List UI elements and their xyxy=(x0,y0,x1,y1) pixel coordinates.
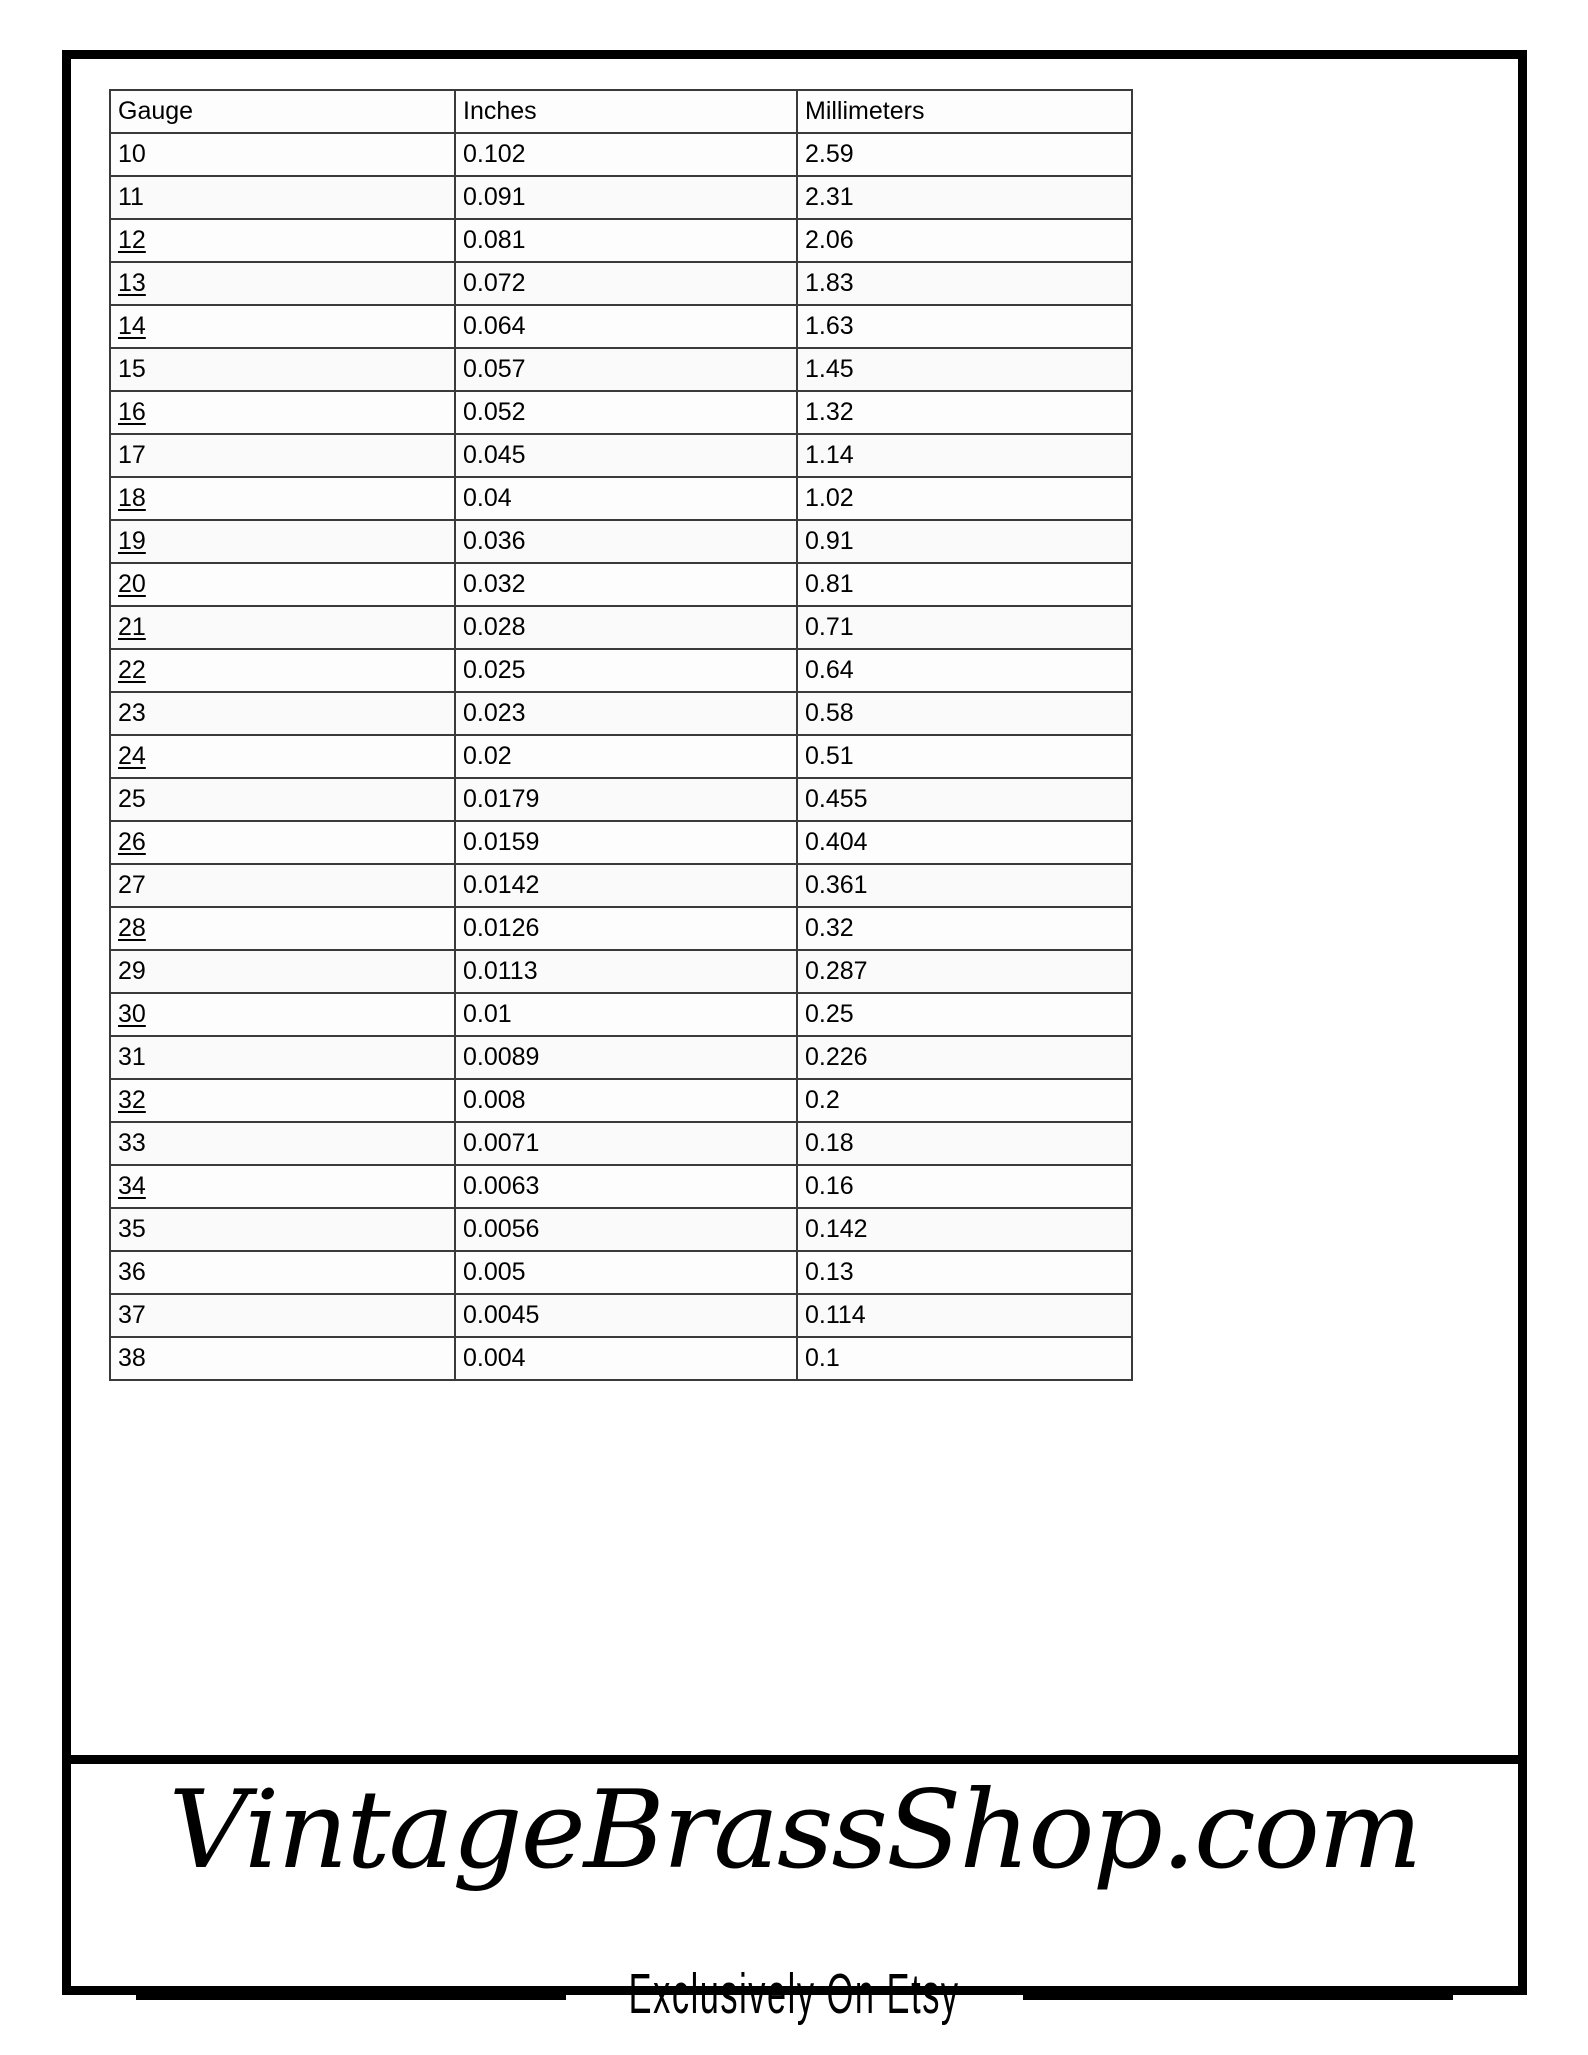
cell-millimeters: 0.361 xyxy=(797,864,1132,907)
cell-gauge xyxy=(110,907,455,950)
cell-inches: 0.0126 xyxy=(455,907,797,950)
cell-millimeters: 0.64 xyxy=(797,649,1132,692)
brand-wordmark: VintageBrassShop.com xyxy=(168,1768,1421,1893)
gauge-value: 15 xyxy=(118,355,146,383)
gauge-value: 33 xyxy=(118,1129,146,1157)
cell-inches: 0.004 xyxy=(455,1337,797,1380)
cell-millimeters: 1.45 xyxy=(797,348,1132,391)
gauge-value: 36 xyxy=(118,1258,146,1286)
cell-gauge xyxy=(110,133,455,176)
gauge-value: 16 xyxy=(118,398,146,426)
cell-gauge xyxy=(110,219,455,262)
cell-millimeters: 1.83 xyxy=(797,262,1132,305)
cell-inches: 0.072 xyxy=(455,262,797,305)
table-row xyxy=(110,262,1132,305)
brand-footer xyxy=(71,1755,1518,2026)
table-row xyxy=(110,1294,1132,1337)
cell-inches: 0.052 xyxy=(455,391,797,434)
table-row xyxy=(110,477,1132,520)
cell-millimeters: 0.287 xyxy=(797,950,1132,993)
cell-gauge xyxy=(110,735,455,778)
cell-gauge xyxy=(110,1337,455,1380)
cell-gauge xyxy=(110,606,455,649)
cell-inches: 0.036 xyxy=(455,520,797,563)
table-row xyxy=(110,520,1132,563)
table-row xyxy=(110,864,1132,907)
gauge-value: 24 xyxy=(118,742,146,770)
cell-gauge xyxy=(110,778,455,821)
table-row xyxy=(110,735,1132,778)
cell-millimeters: 0.13 xyxy=(797,1251,1132,1294)
cell-millimeters: 1.14 xyxy=(797,434,1132,477)
table-row xyxy=(110,1165,1132,1208)
cell-millimeters: 2.59 xyxy=(797,133,1132,176)
gauge-value: 11 xyxy=(118,183,144,211)
table-row xyxy=(110,305,1132,348)
cell-inches: 0.025 xyxy=(455,649,797,692)
gauge-value: 22 xyxy=(118,656,146,684)
gauge-value: 21 xyxy=(118,613,146,641)
cell-gauge xyxy=(110,1036,455,1079)
gauge-value: 38 xyxy=(118,1344,146,1372)
table-row xyxy=(110,778,1132,821)
table-row xyxy=(110,692,1132,735)
table-row xyxy=(110,219,1132,262)
cell-millimeters: 0.81 xyxy=(797,563,1132,606)
cell-inches: 0.032 xyxy=(455,563,797,606)
gauge-value: 23 xyxy=(118,699,146,727)
column-header-inches: Inches xyxy=(455,90,797,133)
cell-millimeters: 0.16 xyxy=(797,1165,1132,1208)
gauge-value: 17 xyxy=(118,441,146,469)
cell-gauge xyxy=(110,563,455,606)
cell-gauge xyxy=(110,1122,455,1165)
gauge-value: 19 xyxy=(118,527,146,555)
cell-millimeters: 0.18 xyxy=(797,1122,1132,1165)
cell-millimeters: 0.2 xyxy=(797,1079,1132,1122)
gauge-value: 18 xyxy=(118,484,146,512)
cell-millimeters: 0.32 xyxy=(797,907,1132,950)
cell-inches: 0.005 xyxy=(455,1251,797,1294)
gauge-conversion-table xyxy=(109,89,1133,1381)
cell-inches: 0.0179 xyxy=(455,778,797,821)
table-header xyxy=(110,90,1132,133)
cell-inches: 0.0089 xyxy=(455,1036,797,1079)
cell-millimeters: 0.1 xyxy=(797,1337,1132,1380)
table-row xyxy=(110,907,1132,950)
cell-gauge xyxy=(110,520,455,563)
gauge-value: 13 xyxy=(118,269,146,297)
cell-inches: 0.081 xyxy=(455,219,797,262)
table-row xyxy=(110,1251,1132,1294)
gauge-value: 26 xyxy=(118,828,146,856)
cell-gauge xyxy=(110,1079,455,1122)
gauge-value: 12 xyxy=(118,226,146,254)
table-row xyxy=(110,176,1132,219)
cell-gauge xyxy=(110,1251,455,1294)
cell-millimeters: 0.91 xyxy=(797,520,1132,563)
cell-inches: 0.0071 xyxy=(455,1122,797,1165)
table-row xyxy=(110,1208,1132,1251)
table-row xyxy=(110,649,1132,692)
cell-inches: 0.04 xyxy=(455,477,797,520)
cell-millimeters: 0.58 xyxy=(797,692,1132,735)
column-header-millimeters: Millimeters xyxy=(797,90,1132,133)
gauge-value: 35 xyxy=(118,1215,146,1243)
cell-millimeters: 0.114 xyxy=(797,1294,1132,1337)
cell-gauge xyxy=(110,477,455,520)
gauge-value: 14 xyxy=(118,312,146,340)
cell-millimeters: 1.63 xyxy=(797,305,1132,348)
cell-millimeters: 0.142 xyxy=(797,1208,1132,1251)
gauge-value: 25 xyxy=(118,785,146,813)
cell-inches: 0.091 xyxy=(455,176,797,219)
gauge-value: 30 xyxy=(118,1000,146,1028)
cell-inches: 0.008 xyxy=(455,1079,797,1122)
cell-inches: 0.0159 xyxy=(455,821,797,864)
cell-gauge xyxy=(110,649,455,692)
cell-gauge xyxy=(110,176,455,219)
cell-millimeters: 1.02 xyxy=(797,477,1132,520)
cell-millimeters: 0.226 xyxy=(797,1036,1132,1079)
table-row xyxy=(110,434,1132,477)
gauge-conversion-table-region xyxy=(109,89,1131,1779)
cell-gauge xyxy=(110,864,455,907)
cell-inches: 0.045 xyxy=(455,434,797,477)
cell-inches: 0.0113 xyxy=(455,950,797,993)
cell-gauge xyxy=(110,993,455,1036)
table-row xyxy=(110,1036,1132,1079)
cell-millimeters: 0.51 xyxy=(797,735,1132,778)
cell-inches: 0.023 xyxy=(455,692,797,735)
table-row xyxy=(110,1079,1132,1122)
cell-inches: 0.102 xyxy=(455,133,797,176)
table-row xyxy=(110,1122,1132,1165)
table-header-row xyxy=(110,90,1132,133)
cell-gauge xyxy=(110,391,455,434)
cell-gauge xyxy=(110,305,455,348)
cell-inches: 0.0063 xyxy=(455,1165,797,1208)
gauge-value: 29 xyxy=(118,957,146,985)
table-row xyxy=(110,821,1132,864)
cell-millimeters: 0.455 xyxy=(797,778,1132,821)
cell-gauge xyxy=(110,1208,455,1251)
cell-inches: 0.02 xyxy=(455,735,797,778)
tagline-rule-left xyxy=(136,1991,566,2000)
table-row xyxy=(110,563,1132,606)
gauge-value: 20 xyxy=(118,570,146,598)
gauge-value: 37 xyxy=(118,1301,146,1329)
cell-inches: 0.057 xyxy=(455,348,797,391)
cell-inches: 0.028 xyxy=(455,606,797,649)
gauge-value: 31 xyxy=(118,1043,146,1071)
cell-millimeters: 2.06 xyxy=(797,219,1132,262)
gauge-value: 28 xyxy=(118,914,146,942)
table-row xyxy=(110,348,1132,391)
cell-millimeters: 2.31 xyxy=(797,176,1132,219)
cell-gauge xyxy=(110,692,455,735)
table-body xyxy=(110,133,1132,1380)
table-row xyxy=(110,950,1132,993)
cell-gauge xyxy=(110,821,455,864)
tagline-text: Exclusively On Etsy xyxy=(629,1963,960,2026)
tagline-rule-right xyxy=(1023,1991,1453,2000)
cell-gauge xyxy=(110,262,455,305)
cell-gauge xyxy=(110,434,455,477)
cell-gauge xyxy=(110,348,455,391)
gauge-value: 10 xyxy=(118,140,146,168)
gauge-value: 32 xyxy=(118,1086,146,1114)
gauge-value: 27 xyxy=(118,871,146,899)
cell-gauge xyxy=(110,950,455,993)
cell-inches: 0.0142 xyxy=(455,864,797,907)
gauge-value: 34 xyxy=(118,1172,146,1200)
tagline-row xyxy=(71,1963,1518,2026)
table-row xyxy=(110,391,1132,434)
cell-inches: 0.01 xyxy=(455,993,797,1036)
cell-gauge xyxy=(110,1294,455,1337)
table-row xyxy=(110,1337,1132,1380)
cell-millimeters: 0.404 xyxy=(797,821,1132,864)
cell-gauge xyxy=(110,1165,455,1208)
cell-inches: 0.0056 xyxy=(455,1208,797,1251)
column-header-gauge: Gauge xyxy=(110,90,455,133)
table-row xyxy=(110,606,1132,649)
table-row xyxy=(110,993,1132,1036)
cell-millimeters: 0.71 xyxy=(797,606,1132,649)
cell-inches: 0.064 xyxy=(455,305,797,348)
document-frame xyxy=(62,50,1527,2026)
cell-inches: 0.0045 xyxy=(455,1294,797,1337)
table-row xyxy=(110,133,1132,176)
cell-millimeters: 1.32 xyxy=(797,391,1132,434)
cell-millimeters: 0.25 xyxy=(797,993,1132,1036)
